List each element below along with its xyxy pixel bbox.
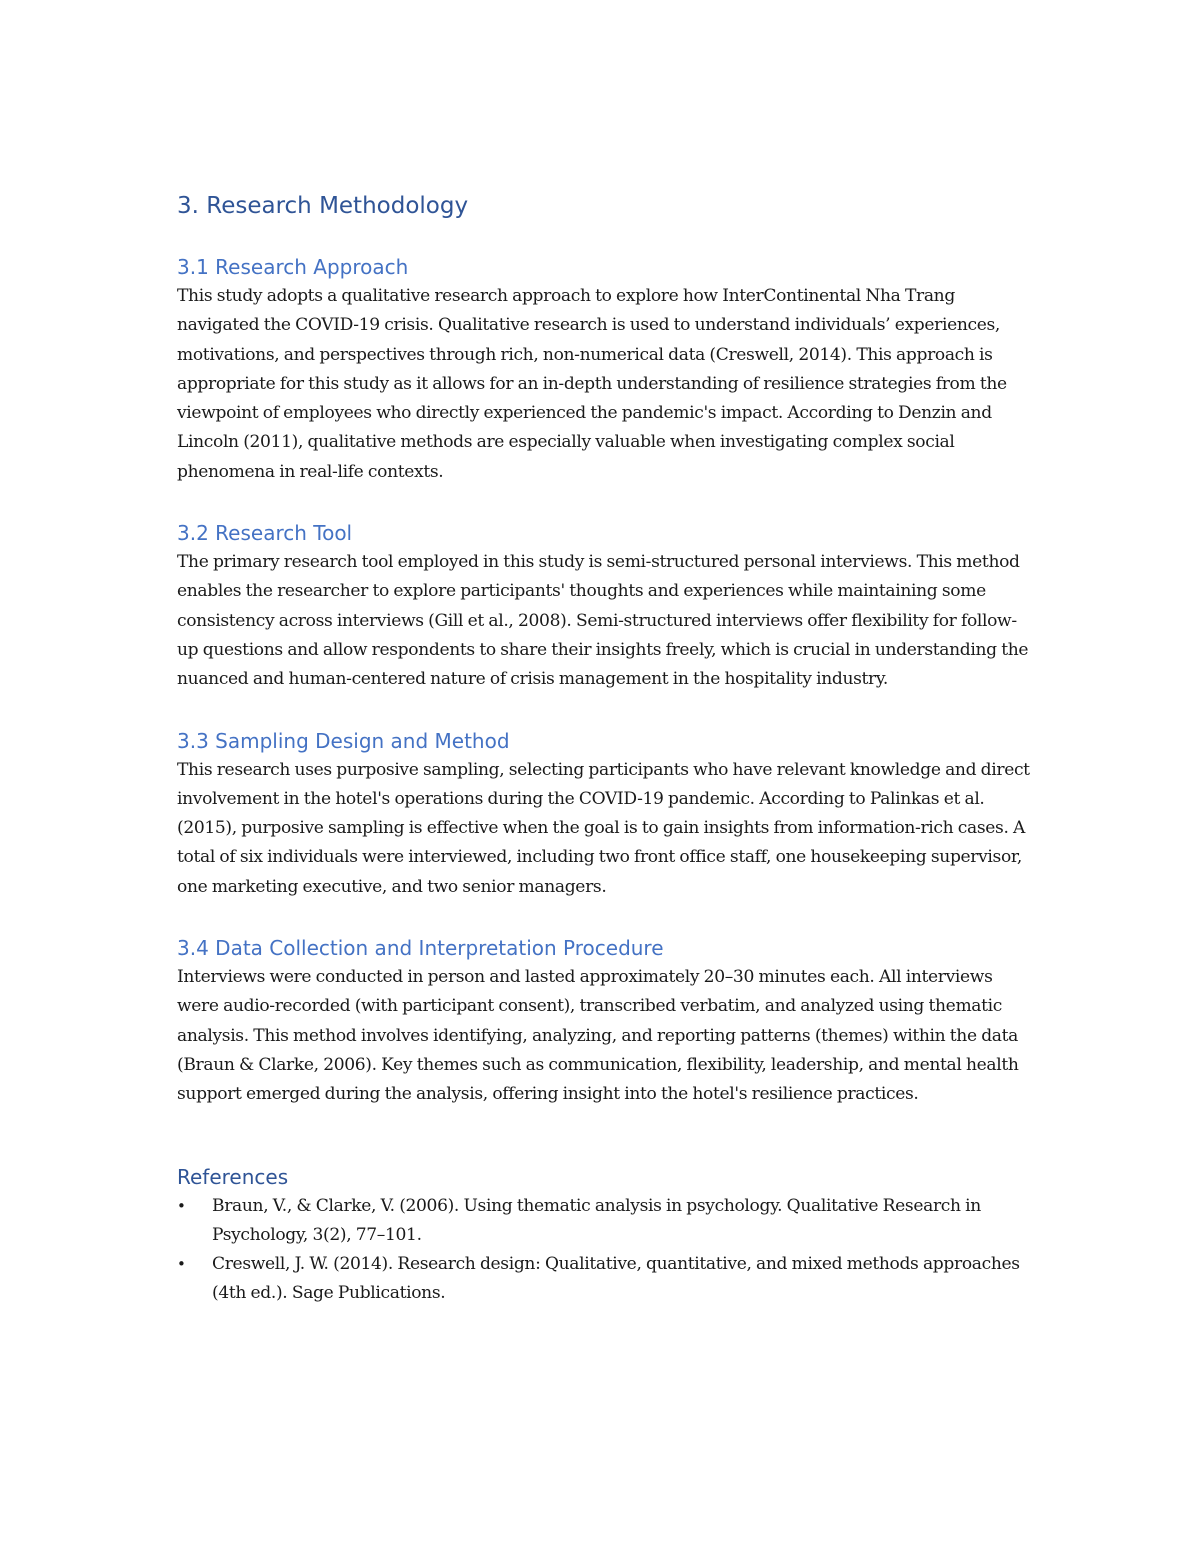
reference-text: Braun, V., & Clarke, V. (2006). Using thematic analysis in psychology. Qualitative Research in Psychology, 3(2), 77–101.	[212, 1195, 981, 1245]
references-list	[177, 1192, 1032, 1309]
bullet-icon: •	[177, 1196, 186, 1215]
reference-text: Creswell, J. W. (2014). Research design: Qualitative, quantitative, and mixed methods approaches (4th ed.). Sage Publications.	[212, 1254, 1020, 1304]
bullet-icon: •	[177, 1255, 186, 1274]
section-heading-research-approach: 3.1 Research Approach	[177, 255, 409, 279]
references-heading: References	[177, 1164, 289, 1189]
section-body-sampling-design: This research uses purposive sampling, selecting participants who have relevant knowledge and direct involvement in the hotel's operations during the COVID-19 pandemic. According to Palinkas et al. (2015), purposive sampling is effective when the goal is to gain insights from information-rich cases. A total of six individuals were interviewed, including two front office staff, one housekeeping supervisor, one marketing executive, and two senior managers.	[177, 759, 1030, 897]
reference-item	[177, 1250, 1032, 1309]
section-body-data-collection: Interviews were conducted in person and lasted approximately 20–30 minutes each. All interviews were audio-recorded (with participant consent), transcribed verbatim, and analyzed using thematic analysis. This method involves identifying, analyzing, and reporting patterns (themes) within the data (Braun & Clarke, 2006). Key themes such as communication, flexibility, leadership, and mental health support emerged during the analysis, offering insight into the hotel's resilience practices.	[177, 967, 1019, 1105]
section-heading-research-tool: 3.2 Research Tool	[177, 521, 353, 546]
document-page	[177, 190, 1032, 1309]
reference-item	[177, 1192, 1032, 1251]
section-body-research-tool: The primary research tool employed in this study is semi-structured personal interviews. This method enables the researcher to explore participants' thoughts and experiences while maintaining some consistency across interviews (Gill et al., 2008). Semi-structured interviews offer flexibility for follow-up questions and allow respondents to share their insights freely, which is crucial in understanding the nuanced and human-centered nature of crisis management in the hospitality industry.	[177, 552, 1029, 690]
section-body-research-approach: This study adopts a qualitative research approach to explore how InterContinental Nha Trang navigated the COVID-19 crisis. Qualitative research is used to understand individuals’ experiences, motivations, and perspectives through rich, non-numerical data (Creswell, 2014). This approach is appropriate for this study as it allows for an in-depth understanding of resilience strategies from the viewpoint of employees who directly experienced the pandemic's impact. According to Denzin and Lincoln (2011), qualitative methods are especially valuable when investigating complex social phenomena in real-life contexts.	[177, 286, 1007, 482]
section-heading-sampling-design: 3.3 Sampling Design and Method	[177, 728, 510, 753]
page-title: 3. Research Methodology	[177, 193, 469, 219]
section-heading-data-collection: 3.4 Data Collection and Interpretation Procedure	[177, 936, 664, 961]
